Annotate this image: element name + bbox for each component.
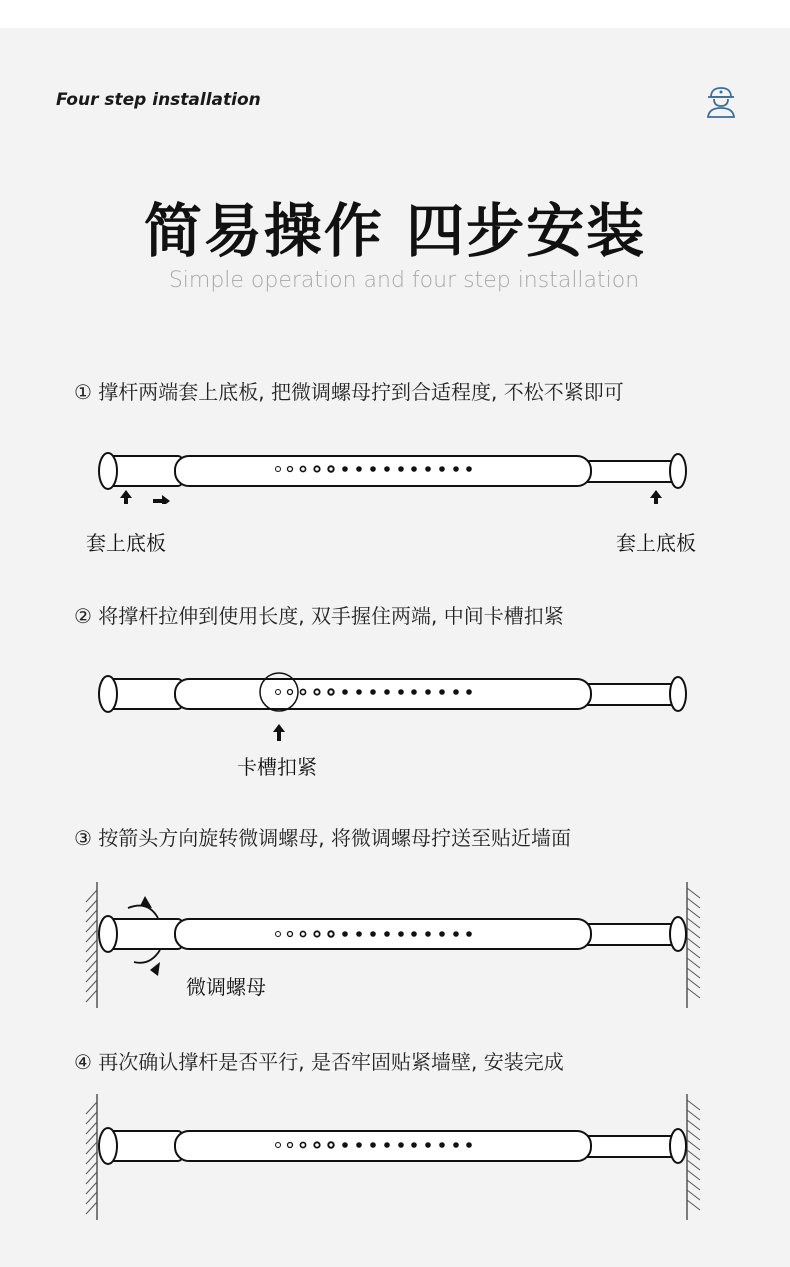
wall-left [86,1094,97,1220]
worker-icon [704,84,738,118]
up-arrow-icon [120,490,132,504]
step-3-rod-diagram [0,878,790,1014]
wall-left [86,882,97,1008]
up-arrow-icon [273,724,285,741]
step-1-rod-diagram [0,444,790,504]
step-1-text: ① 撑杆两端套上底板, 把微调螺母拧到合适程度, 不松不紧即可 [74,380,624,404]
label-fine-tune-nut: 微调螺母 [186,975,266,999]
wall-right [687,882,700,1008]
label-base-plate-left: 套上底板 [86,531,166,555]
page-title: 简易操作 四步安装 [143,197,647,265]
label-base-plate-right: 套上底板 [616,531,696,555]
right-arrow-icon [153,495,170,504]
step-4-text: ④ 再次确认撑杆是否平行, 是否牢固贴紧墙壁, 安装完成 [74,1050,564,1074]
tagline: Four step installation [56,90,261,110]
step-2-text: ② 将撑杆拉伸到使用长度, 双手握住两端, 中间卡槽扣紧 [74,604,564,628]
step-3-text: ③ 按箭头方向旋转微调螺母, 将微调螺母拧送至贴近墙面 [74,826,572,850]
label-slot-lock: 卡槽扣紧 [237,755,317,779]
step-2-rod-diagram [0,668,790,748]
page-subtitle: Simple operation and four step installation [168,268,640,293]
step-4-rod-diagram [0,1090,790,1226]
up-arrow-icon [650,490,662,504]
wall-right [687,1094,700,1220]
